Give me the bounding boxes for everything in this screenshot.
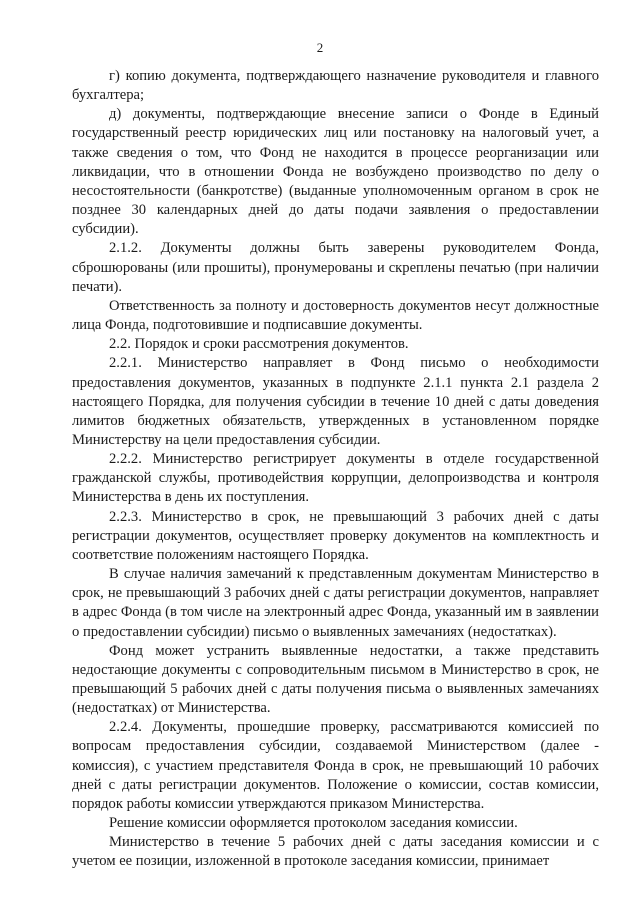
paragraph-13: Министерство в течение 5 рабочих дней с даты заседания комиссии и с учетом ее позиции, изложенной в протоколе заседания комиссии, принимает xyxy=(72,834,599,870)
paragraph-7: 2.2.2. Министерство регистрирует документы в отделе государственной гражданской службы, противодействия коррупции, делопроизводства и контроля Министерства в день их поступления. xyxy=(72,451,599,506)
paragraph-8: 2.2.3. Министерство в срок, не превышающий 3 рабочих дней с даты регистрации документов, осуществляет проверку документов на комплектность и соответствие положениям настоящего Порядка. xyxy=(72,508,599,563)
page-number: 2 xyxy=(316,40,324,55)
paragraph-11: 2.2.4. Документы, прошедшие проверку, рассматриваются комиссией по вопросам предоставления субсидии, создаваемой Министерством (далее - комиссия), с участием представителя Фонда в срок, не превышающий 10 рабочих дней с даты регистрации документов. Положение о комиссии, состав комиссии, порядок работы комиссии утверждаются приказом Министерства. xyxy=(72,719,599,812)
paragraph-3: 2.1.2. Документы должны быть заверены руководителем Фонда, сброшюрованы (или прошиты), пронумерованы и скреплены печатью (при наличии печати). xyxy=(72,240,599,295)
paragraph-1: г) копию документа, подтверждающего назначение руководителя и главного бухгалтера; xyxy=(72,68,599,104)
paragraph-12: Решение комиссии оформляется протоколом заседания комиссии. xyxy=(109,815,518,832)
section-heading: 2.2. Порядок и сроки рассмотрения документов. xyxy=(109,336,409,353)
paragraph-4: Ответственность за полноту и достоверность документов несут должностные лица Фонда, подготовившие и подписавшие документы. xyxy=(72,297,599,334)
paragraph-2: д) документы, подтверждающие внесение записи о Фонде в Единый государственный реестр юридических лиц или постановку на налоговый учет, а также сведения о том, что Фонд не находится в процессе реорганизации или ликвидации, что в отношении Фонда не возбуждено производство по делу о несостоятельности (банкротстве) (выданные уполномоченным органом в срок не позднее 30 календарных дней до даты подачи заявления о предоставлении субсидии). xyxy=(72,106,599,238)
paragraph-9: В случае наличия замечаний к представленным документам Министерство в срок, не превышающий 3 рабочих дней с даты регистрации документов, направляет в адрес Фонда (в том числе на электронный адрес Фонда, указанный им в заявлении о предоставлении субсидии) письмо о выявленных замечаниях (недостатках). xyxy=(72,566,599,640)
paragraph-10: Фонд может устранить выявленные недостатки, а также представить недостающие документы с сопроводительным письмом в Министерство в срок, не превышающий 5 рабочих дней с даты получения письма о выявленных замечаниях (недостатках) от Министерства. xyxy=(72,642,599,717)
paragraph-6: 2.2.1. Министерство направляет в Фонд письмо о необходимости предоставления документов, указанных в подпункте 2.1.1 пункта 2.1 раздела 2 настоящего Порядка, для получения субсидии в течение 10 дней с даты доведения лимитов бюджетных обязательств, утвержденных в установленном порядке Министерству на цели предоставления субсидии. xyxy=(72,355,599,448)
document-body xyxy=(72,67,599,872)
